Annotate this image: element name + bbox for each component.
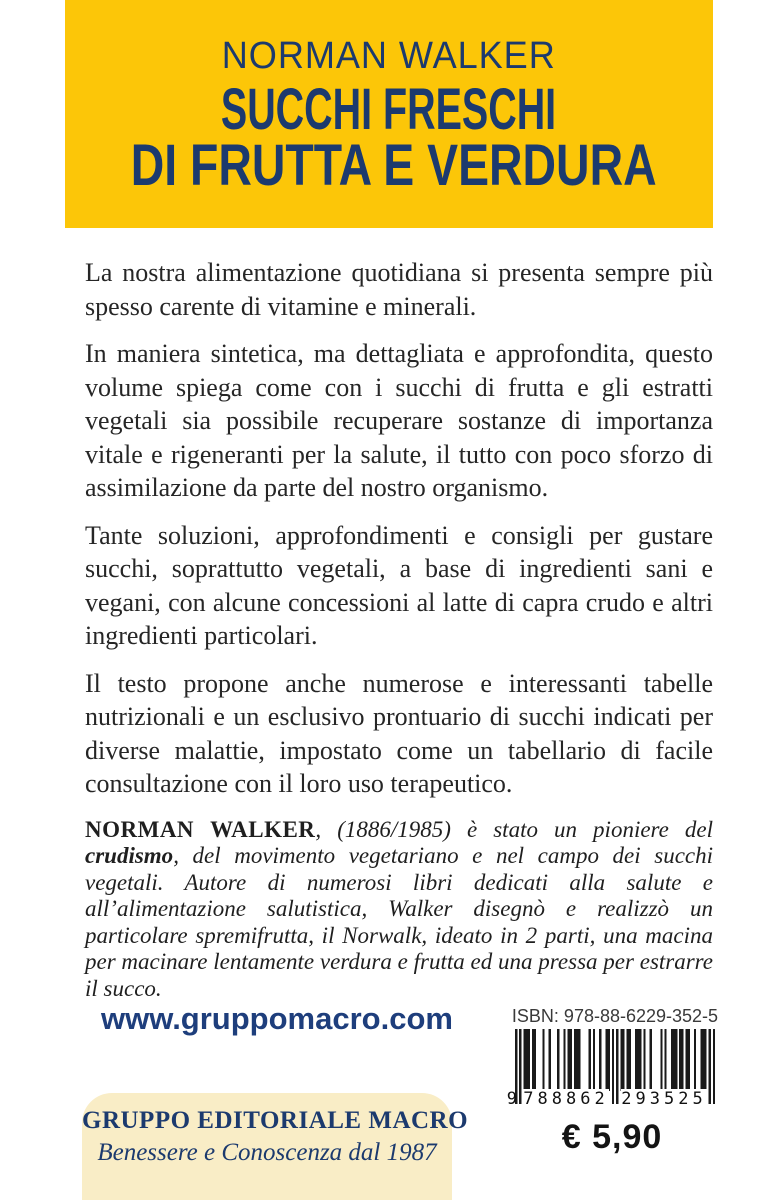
ean-barcode (506, 1029, 715, 1109)
ean-digit-first: 9 (506, 1089, 517, 1109)
description-paragraph-2: In maniera sintetica, ma dettagliata e approfondita, questo volume spiega come con i succhi di frutta e gli estratti vegetali sia possibile recuperare sostanze di importanza vitale e rigeneranti per la salute, il tutto con poco sforzo di assimilazione da parte del nostro organismo. (85, 339, 713, 502)
ean-digits-right: 293525 (621, 1089, 707, 1109)
publisher-tagline: Benessere e Conoscenza dal 1987 (97, 1139, 437, 1166)
description-paragraph-3: Tante soluzioni, approfondimenti e consigli per gustare succhi, soprattutto vegetali, a base di ingredienti sani e vegani, con alcune concessioni al latte di capra crudo e altri ingredienti particolari. (85, 520, 713, 650)
back-cover-description (85, 256, 713, 1016)
author-name: NORMAN WALKER (222, 35, 556, 77)
bio-bold-term: crudismo (85, 843, 174, 868)
title-banner (65, 0, 713, 228)
publisher-name: GRUPPO EDITORIALE MACRO (82, 1107, 469, 1134)
book-title-line-2: DI FRUTTA E VERDURA (130, 133, 657, 198)
bio-text-start: , (1886/1985) è stato un pioniere del (315, 816, 713, 842)
description-paragraph-4: Il testo propone anche numerose e interessanti tabelle nutrizionali e un esclusivo prontuario di succhi indicati per diverse malattie, impostato come un tabellario di facile consultazione con il loro uso terapeutico. (85, 668, 713, 798)
barcode-block (505, 1005, 725, 1109)
ean-digits (506, 1089, 715, 1109)
isbn-label: ISBN: 978-88-6229-352-5 (511, 1006, 719, 1026)
publisher-website-url: www.gruppomacro.com (101, 1001, 453, 1036)
bio-author-name: NORMAN WALKER (85, 816, 316, 842)
publisher-box (82, 1093, 469, 1200)
price-label: € 5,90 (561, 1118, 663, 1156)
author-bio (85, 817, 713, 1003)
book-title-line-1: SUCCHI FRESCHI (221, 77, 557, 142)
description-paragraph-1: La nostra alimentazione quotidiana si presenta sempre più spesso carente di vitamine e minerali. (85, 258, 713, 321)
bio-text-end: , del movimento vegetariano e nel campo dei succhi vegetali. Autore di numerosi libri dedicati alla salute e all’alimentazione salutistica, Walker disegnò e realizzò un particolare spremifrutta, il Norwalk, ideato in 2 parti, una macina per macinare lentamente verdura e frutta ed una pressa per estrarre il succo. (85, 843, 713, 1001)
ean-digits-left: 788862 (523, 1089, 609, 1109)
